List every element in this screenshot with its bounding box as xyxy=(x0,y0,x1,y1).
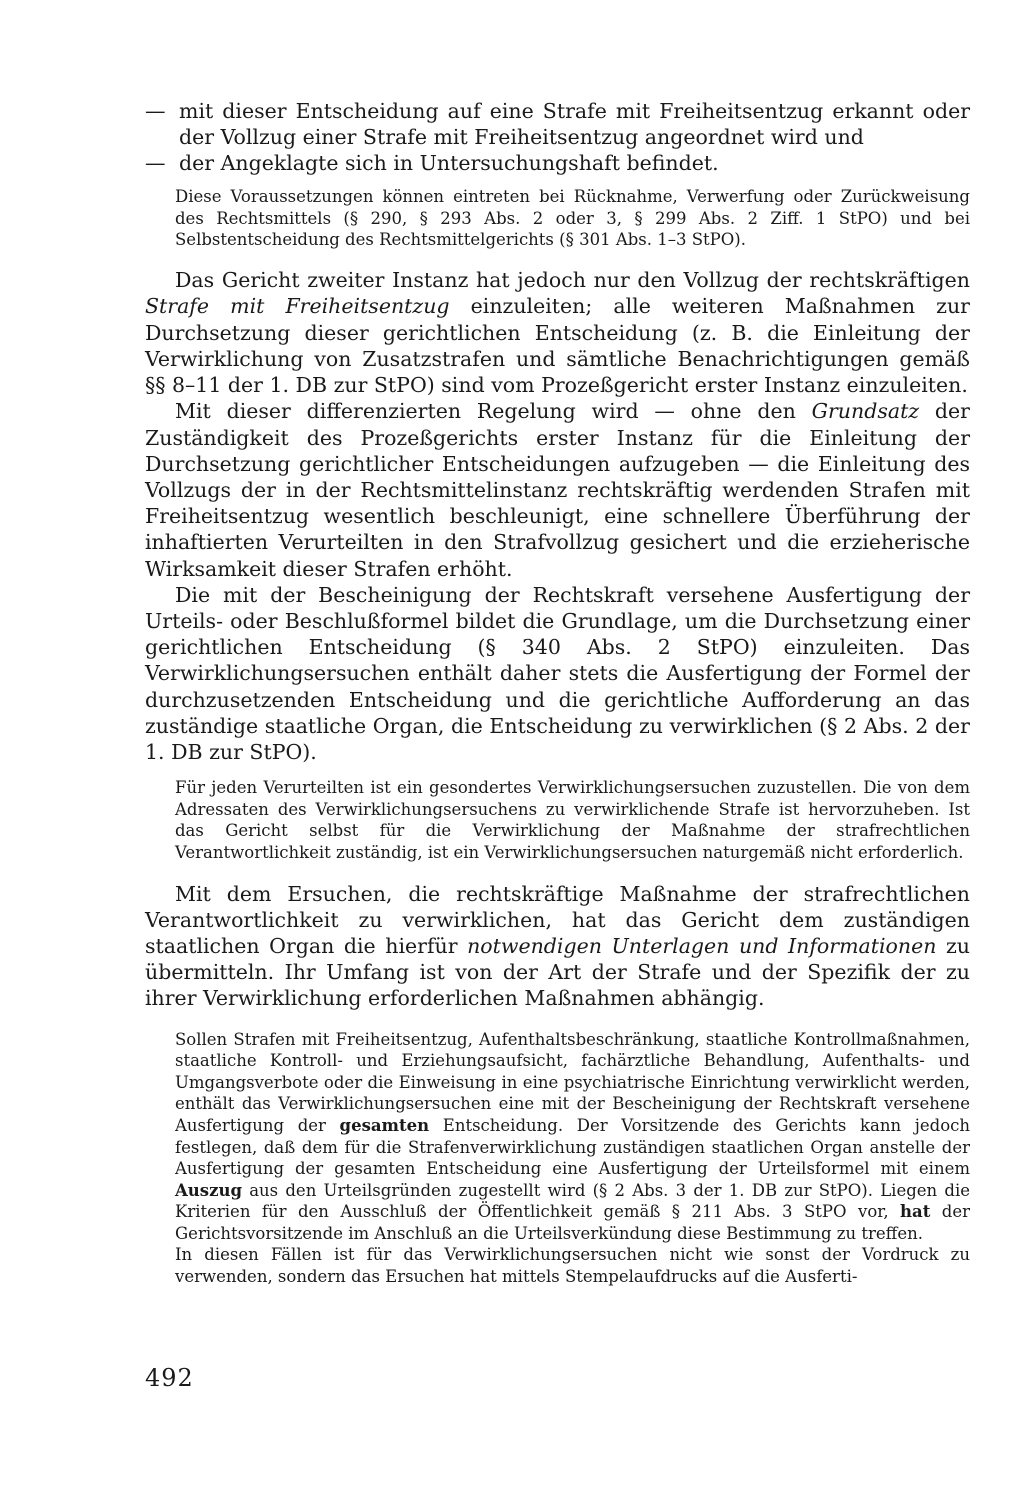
paragraph-3: Die mit der Bescheinigung der Rechtskraft versehene Ausfertigung der Urteils- oder Beschlußformel bildet die Grundlage, um die Durchsetzung einer gerichtlichen Entscheidung (§ 340 Abs. 2 StPO) einzuleiten. Das Verwirklichungsersuchen enthält daher stets die Ausfertigung der Formel der durchzusetzenden Entscheidung und die gerichtliche Aufforderung an das zuständige staatliche Organ, die Entscheidung zu verwirklichen (§ 2 Abs. 2 der 1. DB zur StPO). xyxy=(145,582,970,764)
emphasis: Strafe mit Freiheitsentzug xyxy=(145,294,450,319)
bold-term: hat xyxy=(900,1202,931,1222)
list-item xyxy=(145,98,970,150)
bold-term: Auszug xyxy=(175,1180,242,1200)
bold-term: gesamten xyxy=(339,1115,430,1135)
list-item xyxy=(145,150,970,176)
emphasis: Grundsatz xyxy=(811,399,920,424)
note-paragraph-2: Für jeden Verurteilten ist ein gesondertes Verwirklichungsersuchen zuzustellen. Die von dem Adressaten des Verwirklichungsersuchens zu verwirklichende Strafe ist hervorzuheben. Ist das Gericht selbst für die Verwirklichung der Maßnahme der strafrechtlichen Verantwortlichkeit zuständig, ist ein Verwirklichungsersuchen naturgemäß nicht erforderlich. xyxy=(175,778,970,862)
page-number: 492 xyxy=(145,1364,194,1392)
list-item-text: der Angeklagte sich in Untersuchungshaft befindet. xyxy=(179,151,719,175)
emphasis: notwendigen Unterlagen und Informationen xyxy=(467,933,937,958)
list-item-text: mit dieser Entscheidung auf eine Strafe mit Freiheitsentzug erkannt oder der Vollzug einer Strafe mit Freiheitsentzug angeordnet wird und xyxy=(179,99,970,149)
note-paragraph-3-continuation: In diesen Fällen ist für das Verwirklichungsersuchen nicht wie sonst der Vordruck zu verwenden, sondern das Ersuchen hat mittels Stempelaufdrucks auf die Ausferti- xyxy=(175,1245,970,1287)
list-dash: — xyxy=(145,151,166,175)
paragraph-1: Das Gericht zweiter Instanz hat jedoch nur den Vollzug der rechtskräftigen Strafe mit Freiheitsentzug einzuleiten; alle weiteren Maßnahmen zur Durchsetzung dieser gerichtlichen Entscheidung (z. B. die Einleitung der Verwirklichung von Zusatzstrafen und sämtliche Benachrichtigungen gemäß §§ 8–11 der 1. DB zur StPO) sind vom Prozeßgericht erster Instanz einzuleiten. xyxy=(145,268,970,398)
paragraph-4: Mit dem Ersuchen, die rechtskräftige Maßnahme der strafrechtlichen Verantwortlichkeit zu verwirklichen, hat das Gericht dem zuständigen staatlichen Organ die hierfür notwendigen Unterlagen und Informationen zu übermitteln. Ihr Umfang ist von der Art der Strafe und der Spezifik der zu ihrer Verwirklichung erforderlichen Maßnahmen abhängig. xyxy=(145,881,970,1011)
page-body xyxy=(145,98,970,1288)
note-paragraph-1: Diese Voraussetzungen können eintreten bei Rücknahme, Verwerfung oder Zurückweisung des Rechtsmittels (§ 290, § 293 Abs. 2 oder 3, § 299 Abs. 2 Ziff. 1 StPO) und bei Selbstentscheidung des Rechtsmittelgerichts (§ 301 Abs. 1–3 StPO). xyxy=(175,187,970,250)
note-paragraph-3-main: Sollen Strafen mit Freiheitsentzug, Aufenthaltsbeschränkung, staatliche Kontrollmaßnahmen, staatliche Kontroll- und Erziehungsaufsicht, fachärztliche Behandlung, Aufenthalts- und Umgangsverbote oder die Einweisung in eine psychiatrische Einrichtung verwirklicht werden, enthält das Verwirklichungsersuchen eine mit der Bescheinigung der Rechtskraft versehene Ausfertigung der gesamten Entscheidung. Der Vorsitzende des Gerichts kann jedoch festlegen, daß dem für die Strafenverwirklichung zuständigen staatlichen Organ anstelle der Ausfertigung der gesamten Entscheidung eine Ausfertigung der Urteilsformel mit einem Auszug aus den Urteilsgründen zugestellt wird (§ 2 Abs. 3 der 1. DB zur StPO). Liegen die Kriterien für den Ausschluß der Öffentlichkeit gemäß § 211 Abs. 3 StPO vor, hat der Gerichtsvorsitzende im Anschluß an die Urteilsverkündung diese Bestimmung zu treffen. xyxy=(175,1029,971,1243)
list-dash: — xyxy=(145,99,166,123)
note-paragraph-3 xyxy=(175,1029,970,1288)
paragraph-2: Mit dieser differenzierten Regelung wird — ohne den Grundsatz der Zuständigkeit des Prozeßgerichts erster Instanz für die Einleitung der Durchsetzung gerichtlicher Entscheidungen aufzugeben — die Einleitung des Vollzugs der in der Rechtsmittelinstanz rechtskräftig werdenden Strafen mit Freiheitsentzug wesentlich beschleunigt, eine schnellere Überführung der inhaftierten Verurteilten in den Strafvollzug gesichert und die erzieherische Wirksamkeit dieser Strafen erhöht. xyxy=(145,399,970,581)
